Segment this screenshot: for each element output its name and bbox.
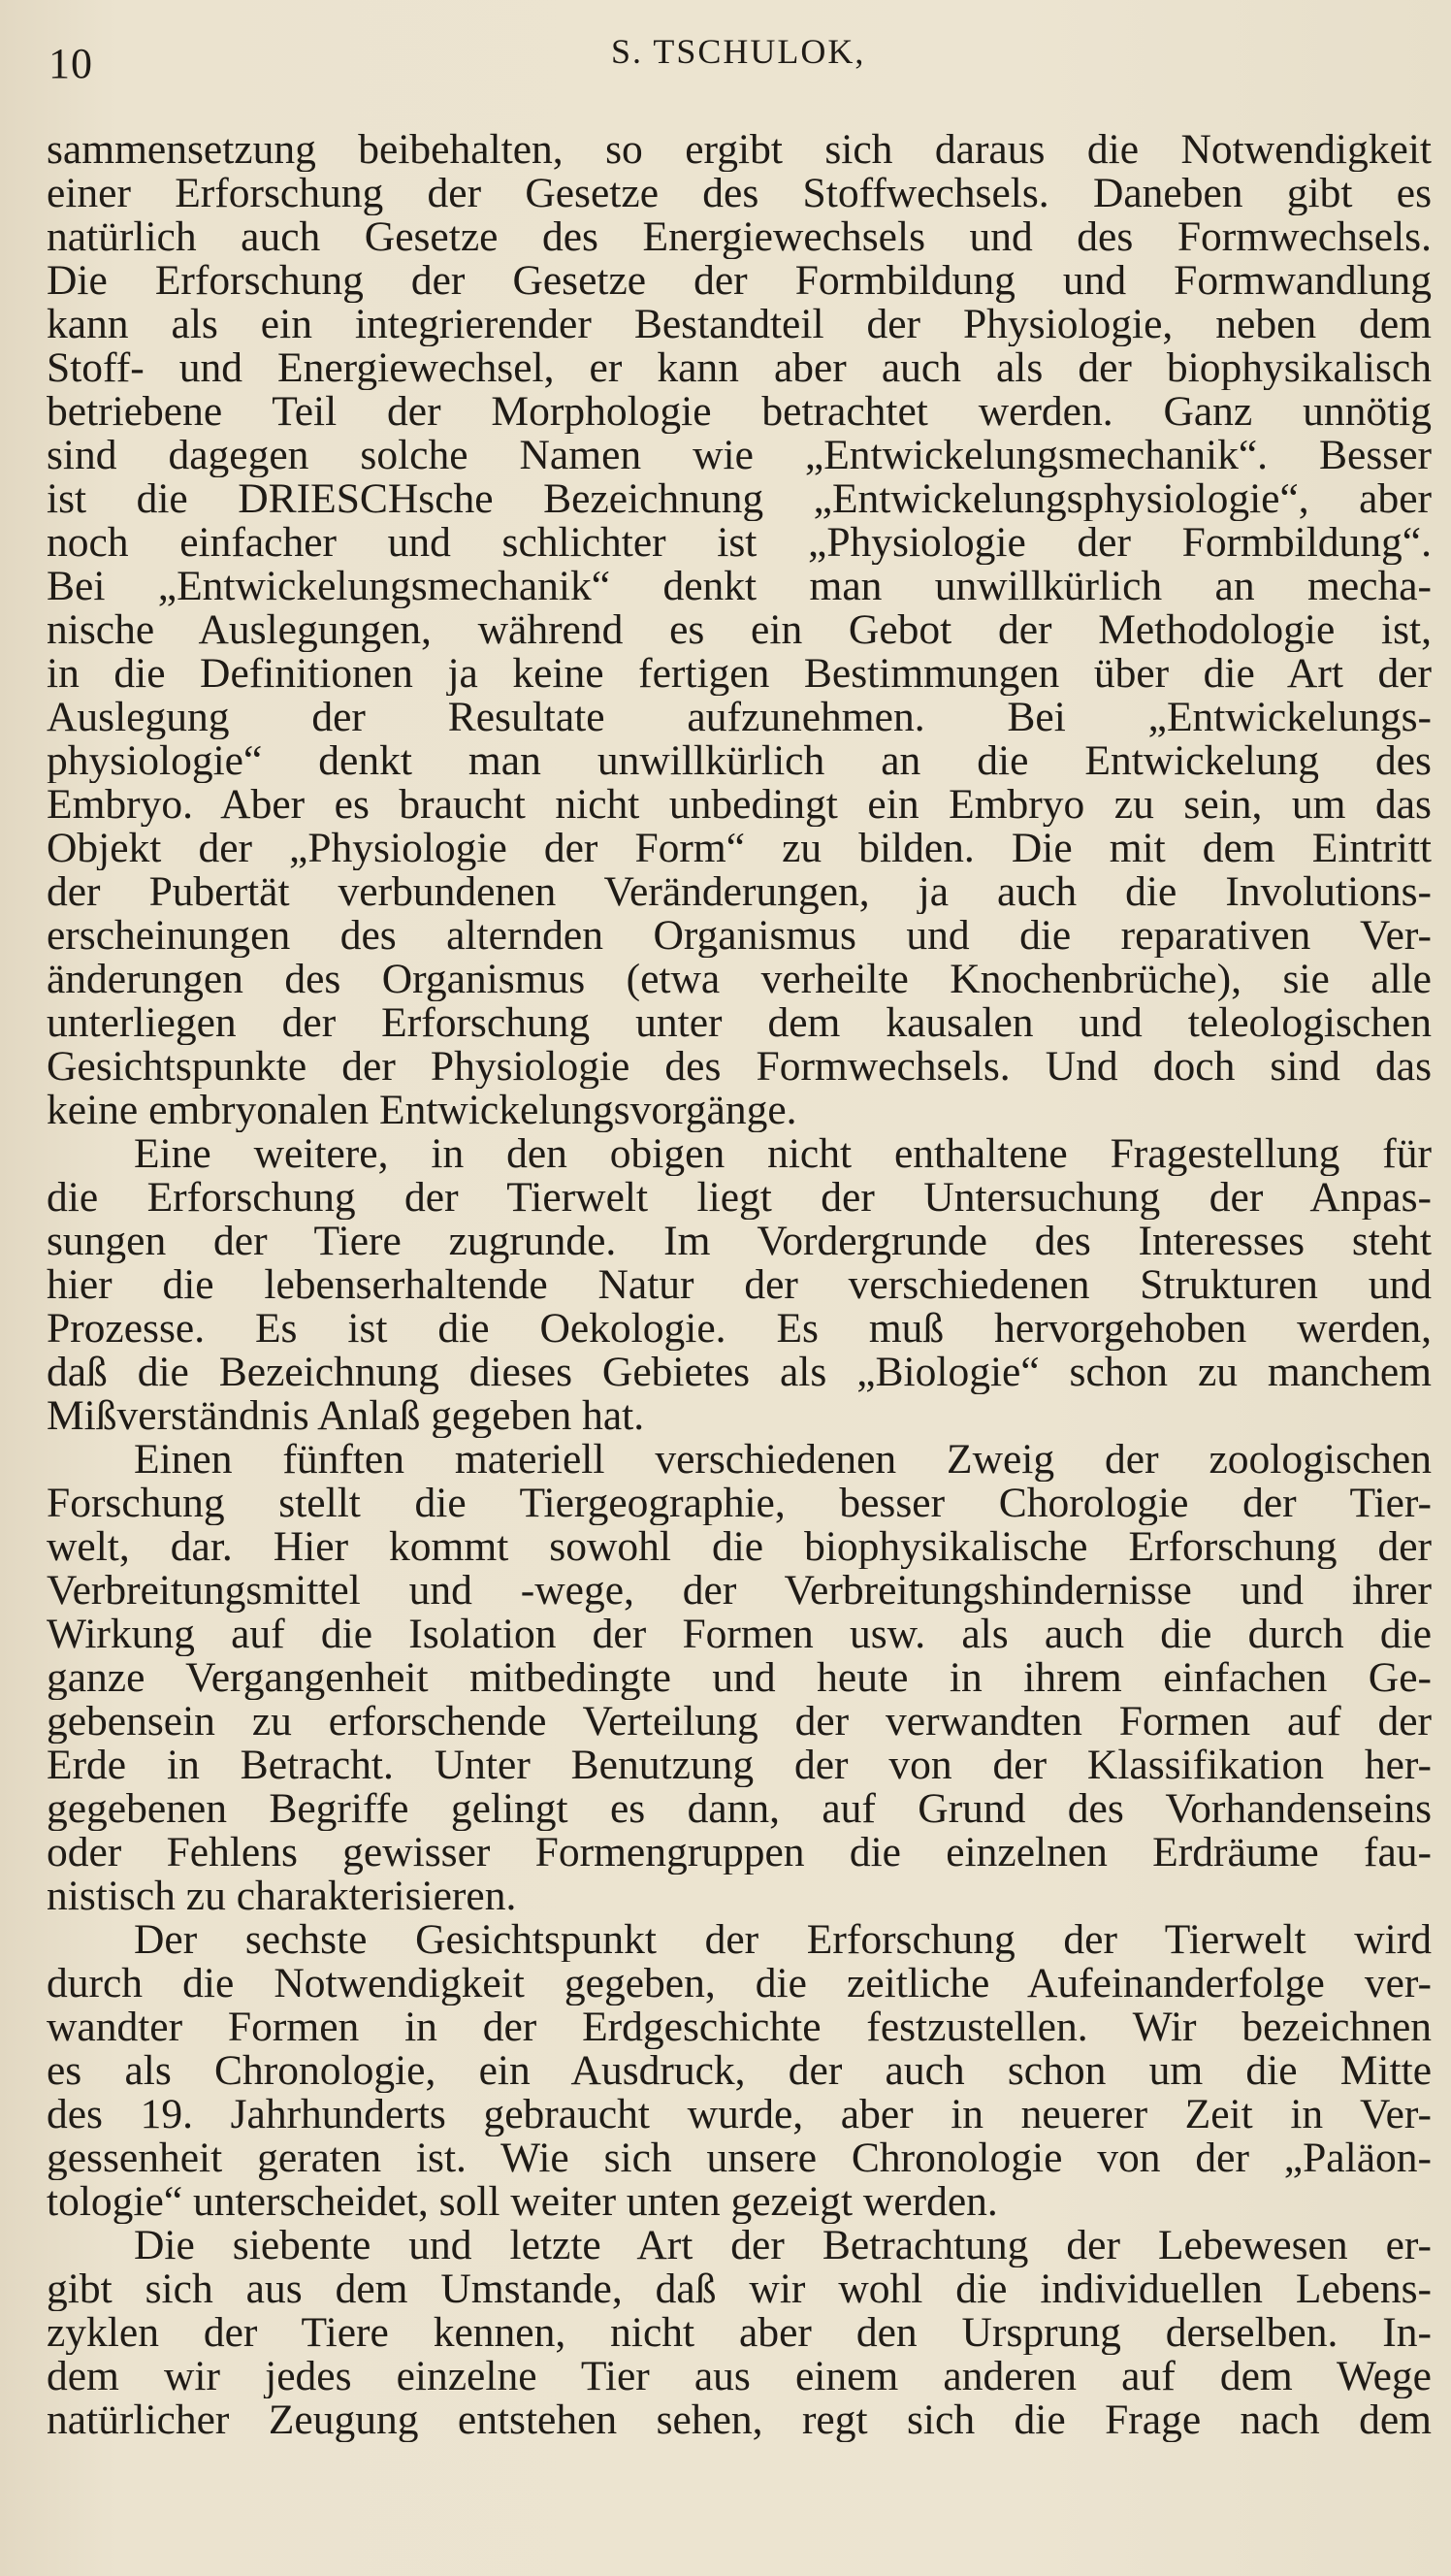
text-line: welt, dar. Hier kommt sowohl die biophysikalische Erforschung der xyxy=(47,1525,1432,1569)
text-line: wandter Formen in der Erdgeschichte festzustellen. Wir bezeichnen xyxy=(47,2005,1432,2049)
text-line: betriebene Teil der Morphologie betrachtet werden. Ganz unnötig xyxy=(47,390,1432,434)
text-line: änderungen des Organismus (etwa verheilte Knochenbrüche), sie alle xyxy=(47,958,1432,1001)
text-line: Stoff- und Energiewechsel, er kann aber auch als der biophysikalisch xyxy=(47,346,1432,390)
text-line: sind dagegen solche Namen wie „Entwickelungsmechanik“. Besser xyxy=(47,434,1432,477)
text-line: noch einfacher und schlichter ist „Physiologie der Formbildung“. xyxy=(47,521,1432,565)
text-line: unterliegen der Erforschung unter dem kausalen und teleologischen xyxy=(47,1001,1432,1045)
text-line: dem wir jedes einzelne Tier aus einem anderen auf dem Wege xyxy=(47,2355,1432,2398)
running-head: S. TSCHULOK, xyxy=(611,32,866,71)
text-line: sungen der Tiere zugrunde. Im Vordergrunde des Interesses steht xyxy=(47,1220,1432,1263)
text-line: natürlicher Zeugung entstehen sehen, regt sich die Frage nach dem xyxy=(47,2398,1432,2442)
text-line: ist die DRIESCHsche Bezeichnung „Entwickelungsphysiologie“, aber xyxy=(47,477,1432,521)
paragraph-last-line: keine embryonalen Entwickelungsvorgänge. xyxy=(47,1089,797,1132)
text-line: der Pubertät verbundenen Veränderungen, ja auch die Involutions- xyxy=(47,870,1432,914)
text-line: gegebenen Begriffe gelingt es dann, auf Grund des Vorhandenseins xyxy=(47,1787,1432,1831)
text-line: Gesichtspunkte der Physiologie des Formwechsels. Und doch sind das xyxy=(47,1045,1432,1089)
text-line: Die Erforschung der Gesetze der Formbildung und Formwandlung xyxy=(47,259,1432,303)
text-line: gebensein zu erforschende Verteilung der verwandten Formen auf der xyxy=(47,1700,1432,1744)
text-line: einer Erforschung der Gesetze des Stoffwechsels. Daneben gibt es xyxy=(47,172,1432,215)
text-line: Verbreitungsmittel und -wege, der Verbreitungshindernisse und ihrer xyxy=(47,1569,1432,1613)
paragraph-first-line: Der sechste Gesichtspunkt der Erforschung der Tierwelt wird xyxy=(134,1918,1432,1962)
text-line: nische Auslegungen, während es ein Gebot der Methodologie ist, xyxy=(47,608,1432,652)
text-line: physiologie“ denkt man unwillkürlich an die Entwickelung des xyxy=(47,739,1432,783)
text-line: ganze Vergangenheit mitbedingte und heute in ihrem einfachen Ge- xyxy=(47,1656,1432,1700)
text-line: Erde in Betracht. Unter Benutzung der von der Klassifikation her- xyxy=(47,1744,1432,1787)
text-line: Bei „Entwickelungsmechanik“ denkt man unwillkürlich an mecha- xyxy=(47,565,1432,608)
text-line: natürlich auch Gesetze des Energiewechsels und des Formwechsels. xyxy=(47,215,1432,259)
text-line: erscheinungen des alternden Organismus und die reparativen Ver- xyxy=(47,914,1432,958)
page-number: 10 xyxy=(48,40,93,87)
paragraph-first-line: Einen fünften materiell verschiedenen Zweig der zoologischen xyxy=(134,1438,1432,1482)
paragraph-last-line: tologie“ unterscheidet, soll weiter unten gezeigt werden. xyxy=(47,2180,998,2224)
text-line: Wirkung auf die Isolation der Formen usw. als auch die durch die xyxy=(47,1613,1432,1656)
text-line: die Erforschung der Tierwelt liegt der Untersuchung der Anpas- xyxy=(47,1176,1432,1220)
text-line: daß die Bezeichnung dieses Gebietes als „Biologie“ schon zu manchem xyxy=(47,1351,1432,1394)
text-line: sammensetzung beibehalten, so ergibt sich daraus die Notwendigkeit xyxy=(47,128,1432,172)
body-text xyxy=(47,128,1432,2442)
text-line: Prozesse. Es ist die Oekologie. Es muß hervorgehoben werden, xyxy=(47,1307,1432,1351)
text-line: durch die Notwendigkeit gegeben, die zeitliche Aufeinanderfolge ver- xyxy=(47,1962,1432,2005)
text-line: oder Fehlens gewisser Formengruppen die einzelnen Erdräume fau- xyxy=(47,1831,1432,1875)
text-line: zyklen der Tiere kennen, nicht aber den Ursprung derselben. In- xyxy=(47,2311,1432,2355)
paragraph-last-line: nistisch zu charakterisieren. xyxy=(47,1875,517,1918)
paragraph-first-line: Die siebente und letzte Art der Betrachtung der Lebewesen er- xyxy=(134,2224,1432,2267)
paragraph-first-line: Eine weitere, in den obigen nicht enthaltene Fragestellung für xyxy=(134,1132,1432,1176)
text-line: Embryo. Aber es braucht nicht unbedingt ein Embryo zu sein, um das xyxy=(47,783,1432,827)
text-line: kann als ein integrierender Bestandteil der Physiologie, neben dem xyxy=(47,303,1432,346)
paragraph-last-line: Mißverständnis Anlaß gegeben hat. xyxy=(47,1394,645,1438)
text-line: hier die lebenserhaltende Natur der verschiedenen Strukturen und xyxy=(47,1263,1432,1307)
text-line: des 19. Jahrhunderts gebraucht wurde, aber in neuerer Zeit in Ver- xyxy=(47,2093,1432,2136)
text-line: gibt sich aus dem Umstande, daß wir wohl die individuellen Lebens- xyxy=(47,2267,1432,2311)
page-header xyxy=(48,29,1435,97)
text-line: gessenheit geraten ist. Wie sich unsere Chronologie von der „Paläon- xyxy=(47,2136,1432,2180)
text-line: Auslegung der Resultate aufzunehmen. Bei „Entwickelungs- xyxy=(47,696,1432,739)
text-line: es als Chronologie, ein Ausdruck, der auch schon um die Mitte xyxy=(47,2049,1432,2093)
text-line: Objekt der „Physiologie der Form“ zu bilden. Die mit dem Eintritt xyxy=(47,827,1432,870)
text-line: in die Definitionen ja keine fertigen Bestimmungen über die Art der xyxy=(47,652,1432,696)
text-line: Forschung stellt die Tiergeographie, besser Chorologie der Tier- xyxy=(47,1482,1432,1525)
